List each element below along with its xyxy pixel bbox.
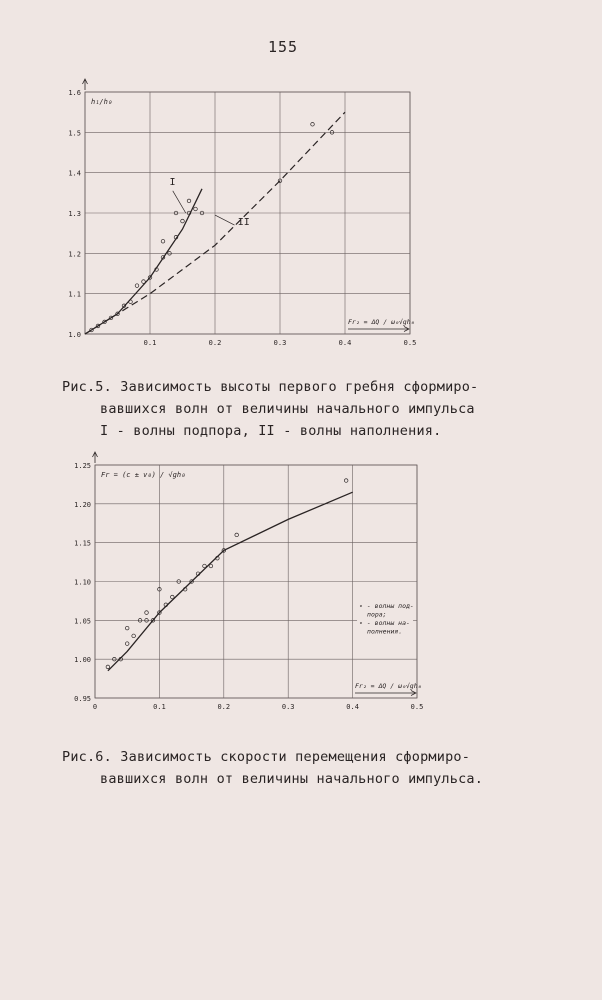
data-point	[181, 219, 185, 223]
figure-6-svg	[55, 455, 435, 725]
curve-label-II: II	[237, 217, 250, 229]
y-tick-label: 1.25	[74, 462, 91, 470]
x-tick-label: 0.1	[153, 703, 166, 711]
data-point	[235, 533, 239, 537]
x-axis-label: Fr₂ = ΔQ / ω₀√gh₀	[348, 318, 415, 326]
data-point	[125, 626, 129, 630]
data-point	[344, 479, 348, 483]
x-tick-label: 0.2	[217, 703, 231, 711]
figure-6-caption	[62, 746, 483, 790]
data-point	[209, 564, 213, 568]
data-point	[142, 280, 146, 284]
figure-6-chart	[55, 455, 435, 725]
data-point	[135, 284, 139, 288]
y-tick-label: 1.5	[68, 129, 81, 138]
legend-item-2: ∘ - волны на-	[359, 618, 410, 627]
legend-item-2b: полнения.	[367, 627, 403, 636]
y-tick-label: 1.4	[68, 169, 81, 178]
y-tick-label: 1.15	[74, 539, 91, 548]
y-tick-label: 1.1	[68, 290, 81, 299]
y-axis-label: Fr = (c ± v₀) / √gh₀	[101, 471, 186, 479]
figure-5-caption-line1: Рис.5. Зависимость высоты первого гребня сформиро-	[62, 379, 479, 395]
data-point	[145, 611, 149, 615]
data-point	[187, 199, 191, 203]
data-point	[203, 564, 207, 568]
figure-6-caption-line1: Рис.6. Зависимость скорости перемещения сформиро-	[62, 749, 471, 765]
data-point	[170, 595, 174, 599]
x-tick-label: 0.5	[410, 703, 424, 711]
data-point	[311, 122, 315, 126]
x-tick-label: 0.4	[338, 339, 352, 347]
figure-5-svg	[55, 82, 425, 357]
x-tick-label: 0.4	[346, 703, 359, 711]
data-point	[129, 300, 133, 304]
y-tick-label: 1.3	[68, 210, 81, 218]
y-tick-label: 1.6	[68, 89, 81, 97]
curve-label-I: I	[169, 176, 176, 188]
x-tick-label: 0.5	[403, 339, 417, 347]
page-number: 155	[268, 38, 299, 56]
curve-label-II-leader	[215, 215, 235, 225]
legend-item-1: ∘ - волны под-	[359, 601, 414, 610]
y-tick-label: 1.0	[68, 331, 81, 339]
figure-5-caption-line2: вавшихся волн от величины начального импульса	[100, 401, 475, 417]
y-tick-label: 1.00	[74, 656, 91, 665]
x-tick-label: 0.2	[208, 339, 222, 347]
y-tick-label: 1.2	[68, 250, 81, 259]
data-point	[106, 665, 110, 669]
x-tick-label: 0.3	[273, 339, 287, 347]
y-tick-label: 1.10	[74, 578, 91, 587]
x-tick-label: 0.1	[143, 339, 157, 347]
y-axis-label: h₁/h₀	[91, 98, 113, 106]
data-point	[132, 634, 136, 638]
y-tick-label: 1.05	[74, 617, 91, 626]
y-tick-label: 0.95	[74, 695, 91, 703]
y-tick-label: 1.20	[74, 500, 91, 509]
legend-item-1b: пора;	[367, 610, 387, 619]
curve-label-I-leader	[173, 191, 186, 213]
x-tick-label: 0.3	[281, 703, 295, 711]
figure-5-chart	[55, 82, 425, 357]
figure-5-caption-line3: I - волны подпора, II - волны наполнения.	[100, 423, 442, 439]
x-tick-label: 0	[92, 703, 98, 711]
figure-5-caption	[62, 376, 478, 442]
x-axis-label: Fr₂ = ΔQ / ω₀√gh₀	[355, 682, 422, 690]
data-point	[125, 642, 129, 646]
data-point	[194, 207, 198, 211]
figure-6-caption-line2: вавшихся волн от величины начального импульса.	[100, 771, 484, 787]
data-point	[161, 239, 165, 243]
